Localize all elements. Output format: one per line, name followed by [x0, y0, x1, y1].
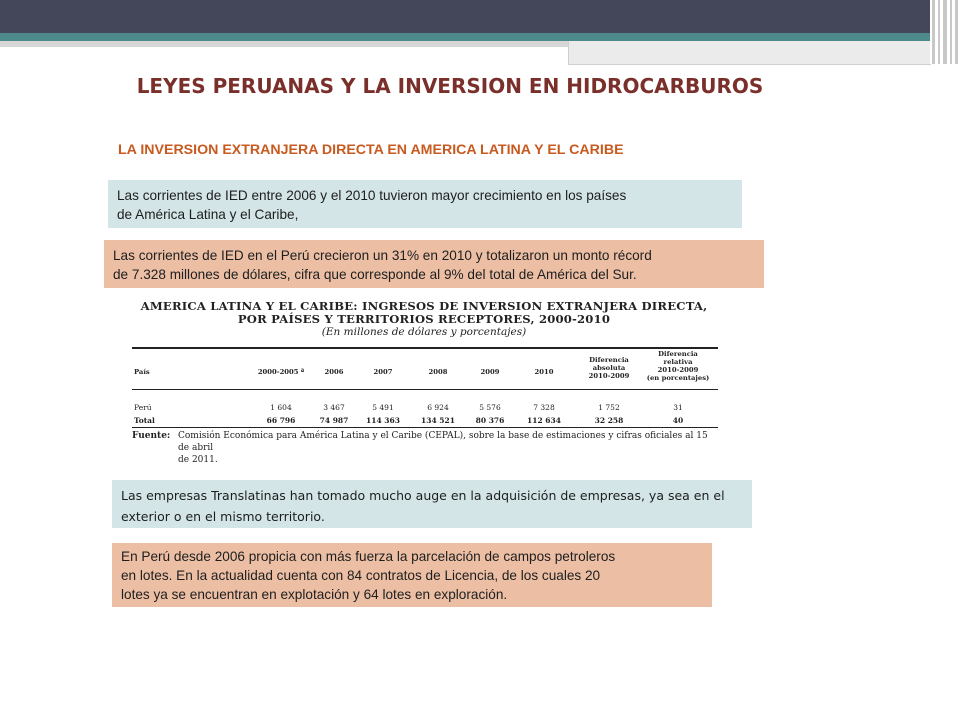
row-peru-2008: 6 924 [427, 403, 449, 412]
row-peru-2010: 7 328 [533, 403, 555, 412]
header-dif-rel-4: (en porcentajes) [646, 374, 710, 382]
fdi-table [128, 299, 720, 465]
translatinas-line-2: exterior o en el mismo territorio. [121, 509, 325, 524]
lotes-line-3: lotes ya se encuentran en explotación y 64 lotes en exploración. [121, 587, 508, 602]
row-total-abs: 32 258 [594, 416, 624, 425]
row-peru-2006: 3 467 [323, 403, 345, 412]
peru-ied-box [104, 240, 764, 288]
ied-growth-line-1: Las corrientes de IED entre 2006 y el 2010 tuvieron mayor crecimiento en los países [117, 188, 627, 203]
header-diferencia-relativa [640, 350, 716, 382]
header-dif-abs-2: absoluta [592, 364, 626, 372]
table-footnote [132, 430, 712, 466]
header-2008: 2008 [428, 368, 448, 376]
header-2009: 2009 [480, 368, 500, 376]
teal-stripe [0, 33, 930, 41]
ied-growth-box [108, 180, 742, 228]
peru-ied-line-1: Las corrientes de IED en el Perú crecieron un 31% en 2010 y totalizaron un monto récord [113, 248, 652, 263]
row-total-rel: 40 [672, 416, 684, 425]
header-2006: 2006 [324, 368, 344, 376]
header-dif-abs-3: 2010-2009 [588, 372, 630, 380]
top-bar [0, 0, 930, 33]
peru-ied-line-2: de 7.328 millones de dólares, cifra que corresponde al 9% del total de América del Sur. [113, 267, 637, 282]
header-dif-rel-2: relativa [663, 358, 693, 366]
header-2010: 2010 [534, 368, 554, 376]
table-title-line-3: (En millones de dólares y porcentajes) [321, 326, 527, 338]
row-total-2008: 134 521 [421, 416, 455, 425]
row-total-2010: 112 634 [527, 416, 561, 425]
row-total-2006: 74 987 [319, 416, 349, 425]
slide-title: LEYES PERUANAS Y LA INVERSION EN HIDROCARBUROS [136, 74, 764, 98]
table-title-line-2: POR PAÍSES Y TERRITORIOS RECEPTORES, 2000-2010 [237, 312, 611, 326]
header-diferencia-absoluta [574, 356, 644, 380]
table-header-rule [132, 389, 718, 390]
lotes-line-2: en lotes. En la actualidad cuenta con 84 contratos de Licencia, de los cuales 20 [121, 568, 601, 583]
row-peru-rel: 31 [673, 403, 683, 412]
lotes-box [112, 543, 712, 607]
footnote-text [178, 430, 712, 466]
ied-growth-line-2: de América Latina y el Caribe, [117, 207, 299, 222]
header-2007: 2007 [373, 368, 393, 376]
footnote-label: Fuente: [132, 431, 171, 441]
row-peru-2009: 5 576 [479, 403, 501, 412]
header-dif-abs-1: Diferencia [589, 356, 629, 364]
footnote-line-1: Comisión Económica para América Latina y el Caribe (CEPAL), sobre la base de estimaciones y cifras oficiales al 15 de abril [178, 431, 708, 453]
table-top-rule [132, 347, 718, 349]
lotes-line-1: En Perú desde 2006 propicia con más fuerza la parcelación de campos petroleros [121, 549, 616, 564]
header-2000-2005: 2000-2005 ª [257, 368, 305, 376]
header-dif-rel-1: Diferencia [658, 350, 698, 358]
translatinas-line-1: Las empresas Translatinas han tomado mucho auge en la adquisición de empresas, ya sea en el [121, 488, 725, 503]
header-pais: País [134, 368, 150, 376]
row-peru-2000: 1 604 [270, 403, 292, 412]
row-total-2009: 80 376 [475, 416, 505, 425]
grey-stripe [0, 41, 568, 47]
row-peru-pais: Perú [134, 403, 152, 412]
header-fold-tab [568, 41, 931, 65]
row-total-2000: 66 796 [266, 416, 296, 425]
vertical-lines-decoration [930, 0, 960, 64]
table-bottom-rule [132, 427, 718, 428]
table-title-line-1: AMERICA LATINA Y EL CARIBE: INGRESOS DE INVERSION EXTRANJERA DIRECTA, [140, 299, 708, 313]
row-peru-2007: 5 491 [372, 403, 394, 412]
row-total-2007: 114 363 [366, 416, 400, 425]
row-peru-abs: 1 752 [598, 403, 620, 412]
row-total-pais: Total [134, 416, 155, 425]
footnote-line-2: de 2011. [178, 455, 218, 465]
header-dif-rel-3: 2010-2009 [657, 366, 699, 374]
slide-subtitle: LA INVERSION EXTRANJERA DIRECTA EN AMERICA LATINA Y EL CARIBE [118, 142, 624, 158]
translatinas-box [112, 480, 752, 528]
